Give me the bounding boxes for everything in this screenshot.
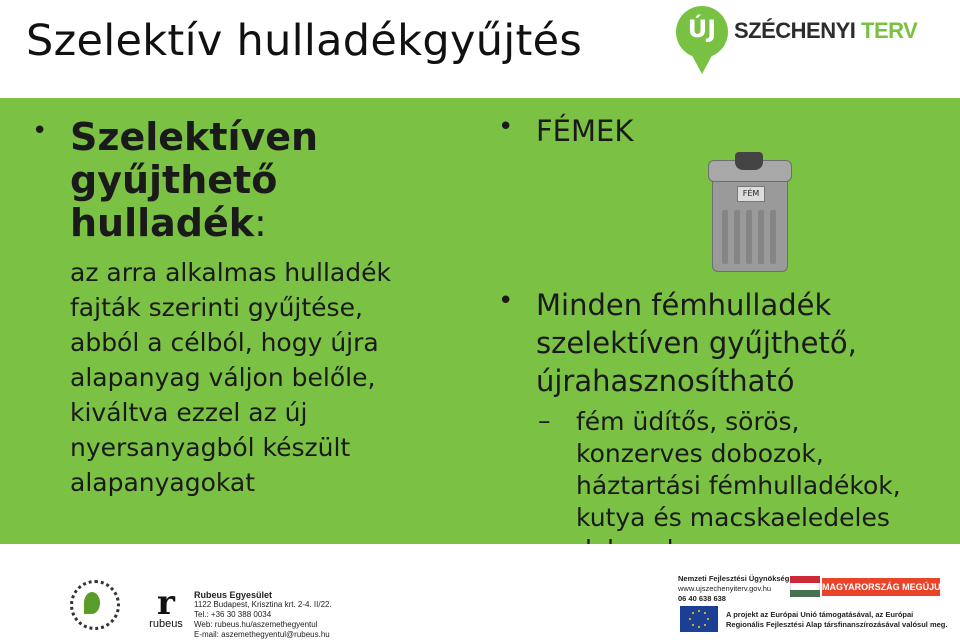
- body-line: az arra alkalmas hulladék: [70, 258, 391, 287]
- nfu-phone: 06 40 638 638: [678, 594, 726, 603]
- bin-rib: [722, 210, 728, 264]
- body-line: kiváltva ezzel az új: [70, 398, 308, 427]
- eu-star: [704, 624, 706, 626]
- heading-line: gyűjthető: [70, 158, 278, 202]
- heading-word: hulladék: [70, 201, 255, 245]
- contact-email: E-mail: aszemethegyentul@rubeus.hu: [194, 630, 330, 639]
- body-line: alapanyag váljon belőle,: [70, 363, 376, 392]
- eu-note-line: A projekt az Európai Unió támogatásával, az Európai: [726, 610, 914, 619]
- metals-info: [536, 286, 948, 400]
- bin-label: FÉM: [737, 186, 765, 202]
- eu-star: [692, 624, 694, 626]
- bin-rib: [734, 210, 740, 264]
- definition-heading: [70, 116, 472, 245]
- logo-brand-suffix: TERV: [861, 18, 918, 43]
- footer: [0, 544, 960, 638]
- heading-line: Szelektíven: [70, 115, 319, 159]
- flag-stripe-white: [790, 583, 820, 590]
- leaf-icon: [84, 592, 100, 614]
- rubeus-logo: [146, 583, 186, 630]
- magyarorszag-megujul-banner: MAGYARORSZÁG MEGÚJUL: [822, 578, 940, 596]
- eu-star: [704, 612, 706, 614]
- bin-rib: [746, 210, 752, 264]
- bullet: •: [32, 116, 48, 146]
- contact-phone: Tel.: +36 30 388 0034: [194, 610, 272, 619]
- eu-note-line: Regionális Fejlesztési Alap társfinanszírozásával valósul meg.: [726, 620, 948, 629]
- bullet: •: [498, 286, 514, 316]
- nfu-info: [678, 574, 789, 604]
- rubeus-logo-mark: r: [157, 583, 175, 623]
- nfu-name: Nemzeti Fejlesztési Ügynökség: [678, 574, 790, 583]
- metals-heading-item: [498, 112, 948, 150]
- szemethegyen-tul-logo: [66, 576, 118, 632]
- eu-flag-icon: [680, 606, 718, 632]
- flag-stripe-red: [790, 576, 820, 583]
- eu-star: [689, 618, 691, 620]
- heading-colon: :: [254, 201, 267, 245]
- heading-line: [70, 202, 472, 245]
- bin-rib: [770, 210, 776, 264]
- example-line: kutya és macskaeledeles: [576, 503, 890, 532]
- eu-funding-note: [726, 610, 947, 630]
- info-line: újrahasznosítható: [536, 364, 795, 398]
- map-pin-tail: [688, 48, 716, 74]
- metals-info-item: [498, 286, 948, 400]
- dash: –: [538, 406, 551, 435]
- metals-examples: [576, 406, 948, 566]
- contact-info: [194, 590, 332, 640]
- bin-opening: [735, 152, 763, 170]
- definition-body: [70, 255, 472, 500]
- rubeus-logo-text: rubeus: [149, 618, 183, 630]
- metals-heading: FÉMEK: [536, 114, 634, 148]
- slide-title: Szelektív hulladékgyűjtés: [26, 16, 583, 66]
- contact-address: 1122 Budapest, Krisztina krt. 2-4. II/22.: [194, 600, 332, 609]
- hungarian-flag-icon: [790, 576, 820, 598]
- eu-star: [698, 610, 700, 612]
- logo-pin-text: ÚJ: [687, 15, 717, 43]
- example-line: háztartási fémhulladékok,: [576, 471, 901, 500]
- contact-web: Web: rubeus.hu/aszemethegyentul: [194, 620, 318, 629]
- example-line: konzerves dobozok,: [576, 439, 824, 468]
- nfu-web: www.ujszechenyiterv.gov.hu: [678, 584, 772, 593]
- body-line: fajták szerinti gyűjtése,: [70, 293, 363, 322]
- logo-brand-prefix: SZÉCHENYI: [734, 18, 856, 43]
- eu-star: [707, 618, 709, 620]
- right-column: [498, 112, 948, 566]
- left-column: [32, 116, 472, 500]
- bullet: •: [498, 112, 514, 142]
- metals-examples-item: [498, 406, 948, 566]
- example-line: fém üdítős, sörös,: [576, 407, 800, 436]
- info-line: szelektíven gyűjthető,: [536, 326, 857, 360]
- body-line: abból a célból, hogy újra: [70, 328, 379, 357]
- metal-bin-icon: [708, 152, 790, 270]
- logo-brand: [734, 18, 917, 44]
- body-line: alapanyagokat: [70, 468, 256, 497]
- bin-rib: [758, 210, 764, 264]
- info-line: Minden fémhulladék: [536, 288, 832, 322]
- body-line: nyersanyagból készült: [70, 433, 351, 462]
- eu-star: [692, 612, 694, 614]
- flag-stripe-green: [790, 590, 820, 597]
- szechenyi-terv-logo: [676, 4, 946, 84]
- eu-star: [698, 626, 700, 628]
- contact-name: Rubeus Egyesület: [194, 590, 273, 600]
